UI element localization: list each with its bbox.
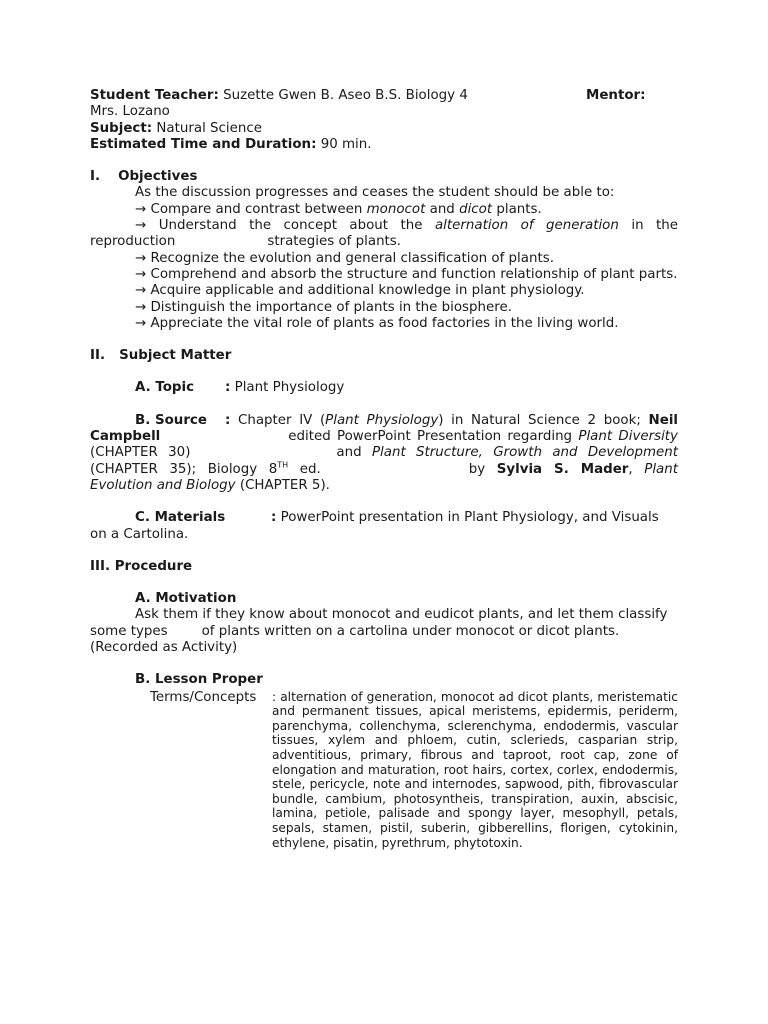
arrow-icon: → <box>135 201 147 217</box>
motivation-heading: A. Motivation <box>135 591 237 607</box>
terms-list: : alternation of generation, monocot ad dicot plants, meristematic and permanent tissues, apical meristems, epidermis, periderm, parenchyma, collenchyma, sclerenchyma, endodermis, vascular tissues, xylem and phloem, cutin, sclerieds, casparian strip, adventitious, primary, fibrous and taproot, root cap, zone of elongation and maturation, root hairs, cortex, corlex, endodermis, stele, pericycle, note and internodes, sapwood, pith, fibrovascular bundle, cambium, photosyntheis, transpiration, auxin, abscisic, lamina, petiole, palisade and spongy layer, mesophyll, petals, sepals, stamen, pistil, suberin, gibberellins, florigen, cytokinin, ethylene, pisatin, pyrethrum, phytotoxin. <box>272 689 678 850</box>
procedure-heading: III. Procedure <box>90 558 193 574</box>
time-line <box>90 137 678 153</box>
materials-paragraph: C. Materials : PowerPoint presentation in Plant Physiology, and Visuals on a Cartolina. <box>90 510 659 542</box>
topic-value: Plant Physiology <box>234 380 345 396</box>
objective-item-1: → Compare and contrast between monocot and dicot plants. <box>135 201 542 217</box>
arrow-icon: → <box>135 218 147 234</box>
arrow-icon: → <box>135 315 147 331</box>
mentor-label: Mentor: <box>586 88 646 103</box>
source-label: B. Source <box>135 412 207 428</box>
objectives-heading: I. Objectives <box>90 169 198 185</box>
mentor-value: Mrs. Lozano <box>90 104 170 120</box>
time-value: 90 min. <box>320 136 372 152</box>
terms-label: Terms/Concepts <box>150 689 257 705</box>
objective-item-5: → Acquire applicable and additional knowledge in plant physiology. <box>135 283 585 299</box>
arrow-icon: → <box>135 283 147 299</box>
time-label: Estimated Time and Duration: <box>90 136 317 152</box>
objective-item-4: → Comprehend and absorb the structure and function relationship of plant parts. <box>135 266 678 282</box>
materials-value: PowerPoint presentation in Plant Physiology, and Visuals on a Cartolina. <box>90 510 659 542</box>
student-teacher-label: Student Teacher: <box>90 88 219 103</box>
terms-concepts-row <box>90 690 678 851</box>
subject-value: Natural Science <box>156 120 262 136</box>
objective-item-2: → Understand the concept about the alternation of generation in the reproduction strategies of plants. <box>90 218 678 250</box>
subject-matter-heading: II. Subject Matter <box>90 348 232 364</box>
motivation-paragraph: Ask them if they know about monocot and eudicot plants, and let them classify some types of plants written on a cartolina under monocot or dicot plants. (Recorded as Activity) <box>90 607 668 656</box>
student-teacher-value: Suzette Gwen B. Aseo B.S. Biology 4 <box>223 88 468 103</box>
topic-line: A. Topic : Plant Physiology <box>135 380 345 396</box>
subject-line <box>90 121 678 137</box>
subject-label: Subject: <box>90 120 153 136</box>
lesson-plan-document <box>90 88 678 850</box>
source-paragraph: B. Source : Chapter IV (Plant Physiology) in Natural Science 2 book; Neil Campbell edited PowerPoint Presentation regarding Plant Diversity (CHAPTER 30) and Plant Structure, Growth and Development (CHAPTER 35); Biology 8TH ed. by Sylvia S. Mader, Plant Evolution and Biology (CHAPTER 5). <box>90 412 678 493</box>
arrow-icon: → <box>135 299 147 315</box>
topic-label: A. Topic <box>135 380 195 396</box>
objective-item-7: → Appreciate the vital role of plants as food factories in the living world. <box>135 315 619 331</box>
objectives-intro: As the discussion progresses and ceases the student should be able to: <box>135 185 615 201</box>
objective-item-3: → Recognize the evolution and general classification of plants. <box>135 250 554 266</box>
arrow-icon: → <box>135 266 147 282</box>
lesson-proper-heading: B. Lesson Proper <box>135 672 263 688</box>
arrow-icon: → <box>135 250 147 266</box>
header-line-1 <box>90 88 678 104</box>
objective-item-6: → Distinguish the importance of plants in the biosphere. <box>135 299 512 315</box>
materials-label: C. Materials <box>135 510 226 526</box>
